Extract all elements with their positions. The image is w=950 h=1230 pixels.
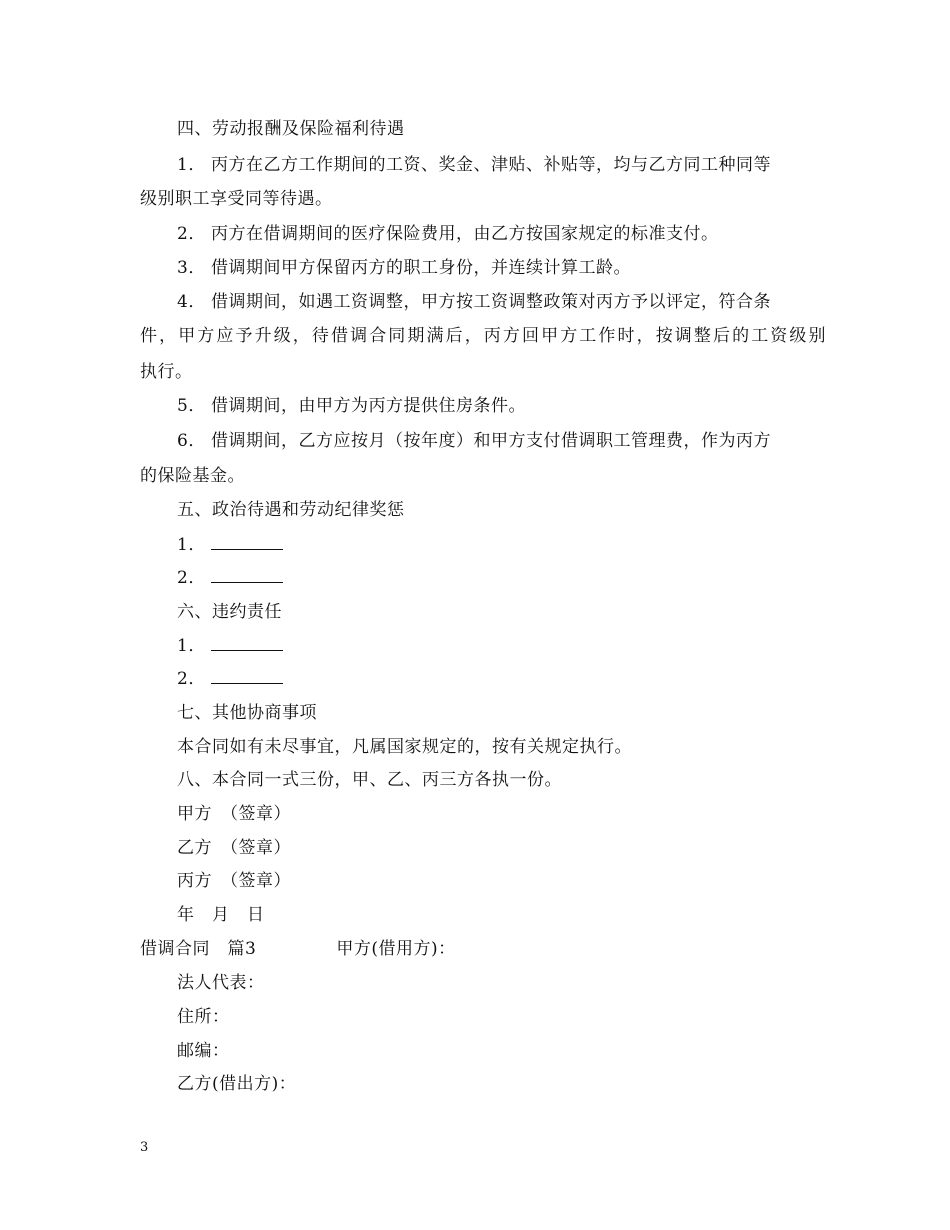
item-number: 2． <box>177 224 206 244</box>
section-5-title: 五、政治待遇和劳动纪律奖惩 <box>177 500 405 520</box>
contract-3-title: 借调合同 篇3 <box>140 939 257 959</box>
legal-representative-label: 法人代表： <box>177 973 265 993</box>
item-number: 2． <box>177 669 206 689</box>
item-text: 借调期间甲方保留丙方的职工身份，并连续计算工龄。 <box>211 258 631 278</box>
page-number: 3 <box>140 1140 149 1155</box>
item-text: 丙方在乙方工作期间的工资、奖金、津贴、补贴等，均与乙方同工种同等 <box>211 155 771 175</box>
s4-item-1-cont: 级别职工享受同等待遇。 <box>140 189 333 209</box>
contract-3-header <box>140 938 456 960</box>
section-6-title: 六、违约责任 <box>177 602 282 622</box>
s5-item-2 <box>177 567 283 589</box>
address-label: 住所： <box>177 1007 230 1027</box>
item-number: 6． <box>177 431 206 451</box>
item-number: 4． <box>177 292 206 312</box>
date-line: 年 月 日 <box>177 905 265 925</box>
section-4-title: 四、劳动报酬及保险福利待遇 <box>177 119 405 139</box>
section-8-text: 八、本合同一式三份，甲、乙、丙三方各执一份。 <box>177 770 562 790</box>
fill-in-blank <box>211 568 283 583</box>
section-7-title: 七、其他协商事项 <box>177 703 317 723</box>
signature-party-a: 甲方 （签章） <box>177 804 291 824</box>
s4-item-6 <box>177 430 771 452</box>
postcode-label: 邮编： <box>177 1041 230 1061</box>
item-number: 1． <box>177 155 206 175</box>
item-number: 2． <box>177 568 206 588</box>
fill-in-blank <box>211 636 283 651</box>
s4-item-4 <box>177 291 771 313</box>
signature-party-b: 乙方 （签章） <box>177 838 291 858</box>
item-text: 借调期间，如遇工资调整，甲方按工资调整政策对丙方予以评定，符合条 <box>211 292 771 312</box>
item-text: 借调期间，乙方应按月（按年度）和甲方支付借调职工管理费，作为丙方 <box>211 431 771 451</box>
item-number: 3． <box>177 258 206 278</box>
s6-item-2 <box>177 668 283 690</box>
item-number: 5． <box>177 396 206 416</box>
contract-3-party-a: 甲方(借用方)： <box>336 939 456 959</box>
s4-item-6-cont: 的保险基金。 <box>140 466 245 486</box>
party-b-label: 乙方(借出方)： <box>177 1074 297 1094</box>
item-number: 1． <box>177 535 206 555</box>
s4-item-1 <box>177 154 771 176</box>
fill-in-blank <box>211 669 283 684</box>
s4-item-4-cont-1: 件，甲方应予升级，待借调合同期满后，丙方回甲方工作时，按调整后的工资级别 <box>140 326 828 346</box>
signature-party-c: 丙方 （签章） <box>177 871 291 891</box>
s6-item-1 <box>177 635 283 657</box>
section-7-text: 本合同如有未尽事宜，凡属国家规定的，按有关规定执行。 <box>177 737 632 757</box>
item-text: 丙方在借调期间的医疗保险费用，由乙方按国家规定的标准支付。 <box>211 224 719 244</box>
s4-item-2 <box>177 223 719 245</box>
item-text: 借调期间，由甲方为丙方提供住房条件。 <box>211 396 526 416</box>
item-number: 1． <box>177 636 206 656</box>
s4-item-5 <box>177 395 526 417</box>
fill-in-blank <box>211 535 283 550</box>
s4-item-3 <box>177 257 631 279</box>
s5-item-1 <box>177 534 283 556</box>
s4-item-4-cont-2: 执行。 <box>140 362 193 382</box>
